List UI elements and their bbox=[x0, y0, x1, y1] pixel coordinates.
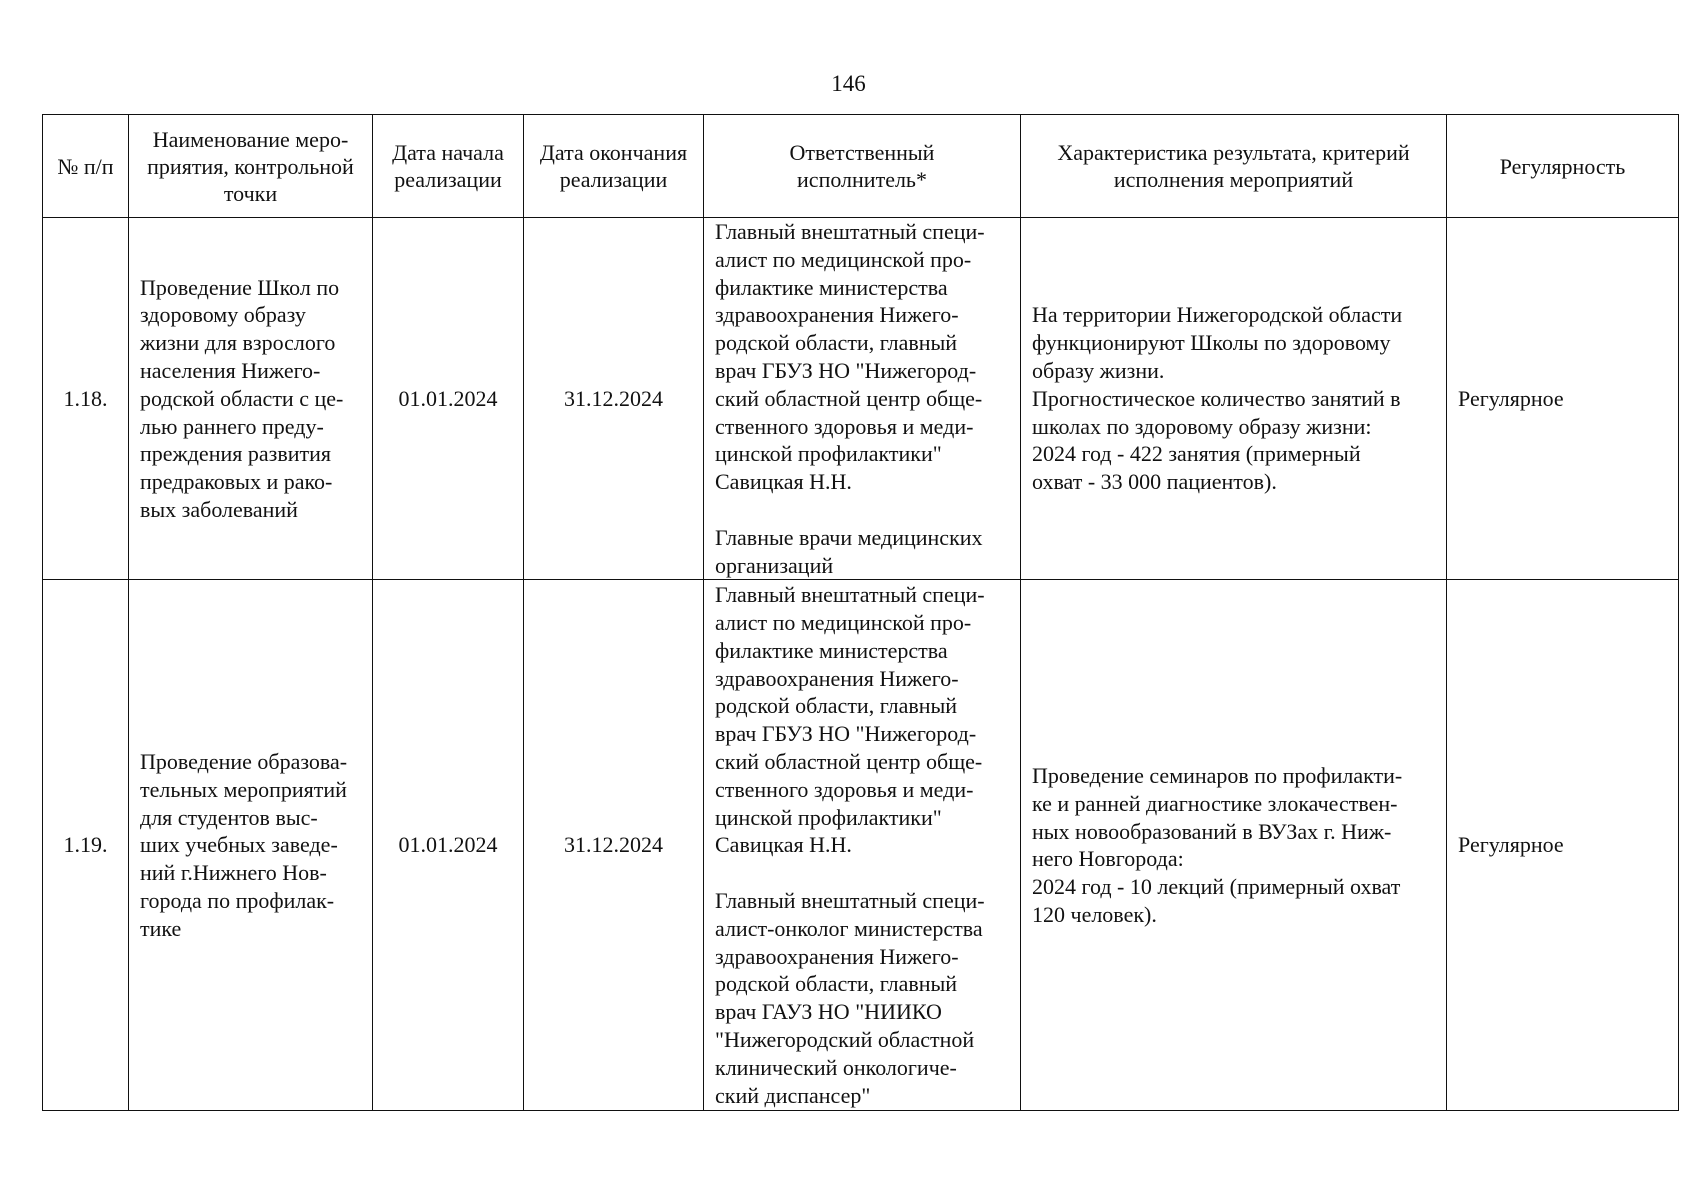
activity-name: Проведение Школ по здоровому образу жизни для взрослого населения Нижего- родской области с це- лью раннего преду- преждения развития предраковых и рако- вых заболеваний bbox=[129, 218, 373, 580]
header-responsible: Ответственный исполнитель* bbox=[704, 115, 1021, 218]
responsible-primary: Главный внештатный специ- алист по медицинской про- филактике министерства здравоохранения Нижего- родской области, главный врач ГБУЗ НО "Нижегород- ский областной центр обще- ственного здоровья и меди- цинской профилактики" Савицкая Н.Н. bbox=[715, 582, 985, 858]
header-end-date: Дата окончания реализации bbox=[524, 115, 704, 218]
end-date: 31.12.2024 bbox=[524, 218, 704, 580]
responsible-secondary: Главный внештатный специ- алист-онколог министерства здравоохранения Нижего- родской области, главный врач ГАУЗ НО "НИИКО "Нижегородский областной клинический онкологиче- ский диспансер" bbox=[715, 888, 985, 1108]
activity-name: Проведение образова- тельных мероприятий для студентов выс- ших учебных заведе- ний г.Нижнего Нов- города по профилак- тике bbox=[129, 580, 373, 1111]
result-criteria: На территории Нижегородской области функционируют Школы по здоровому образу жизни. Прогностическое количество занятий в школах по здоровому образу жизни: 2024 год - 422 занятия (примерный охват - 33 000 пациентов). bbox=[1021, 218, 1447, 580]
end-date: 31.12.2024 bbox=[524, 580, 704, 1111]
header-regularity: Регулярность bbox=[1447, 115, 1679, 218]
result-criteria: Проведение семинаров по профилакти- ке и ранней диагностике злокачествен- ных новообразований в ВУЗах г. Ниж- него Новгорода: 2024 год - 10 лекций (примерный охват 120 человек). bbox=[1021, 580, 1447, 1111]
row-number: 1.18. bbox=[43, 218, 129, 580]
table-header-row bbox=[43, 115, 1679, 218]
start-date: 01.01.2024 bbox=[373, 218, 524, 580]
table-row bbox=[43, 580, 1679, 1111]
regularity: Регулярное bbox=[1447, 218, 1679, 580]
header-start-date: Дата начала реализации bbox=[373, 115, 524, 218]
page-number: 146 bbox=[831, 71, 866, 96]
activities-table bbox=[42, 114, 1679, 1111]
regularity: Регулярное bbox=[1447, 580, 1679, 1111]
header-number: № п/п bbox=[43, 115, 129, 218]
responsible-primary: Главный внештатный специ- алист по медицинской про- филактике министерства здравоохранения Нижего- родской области, главный врач ГБУЗ НО "Нижегород- ский областной центр обще- ственного здоровья и меди- цинской профилактики" Савицкая Н.Н. bbox=[715, 219, 985, 495]
table-row bbox=[43, 218, 1679, 580]
responsible-secondary: Главные врачи медицинских организаций bbox=[715, 524, 983, 578]
header-activity-name: Наименование меро- приятия, контрольной точки bbox=[129, 115, 373, 218]
responsible bbox=[704, 580, 1021, 1111]
responsible bbox=[704, 218, 1021, 580]
start-date: 01.01.2024 bbox=[373, 580, 524, 1111]
row-number: 1.19. bbox=[43, 580, 129, 1111]
header-result: Характеристика результата, критерий исполнения мероприятий bbox=[1021, 115, 1447, 218]
